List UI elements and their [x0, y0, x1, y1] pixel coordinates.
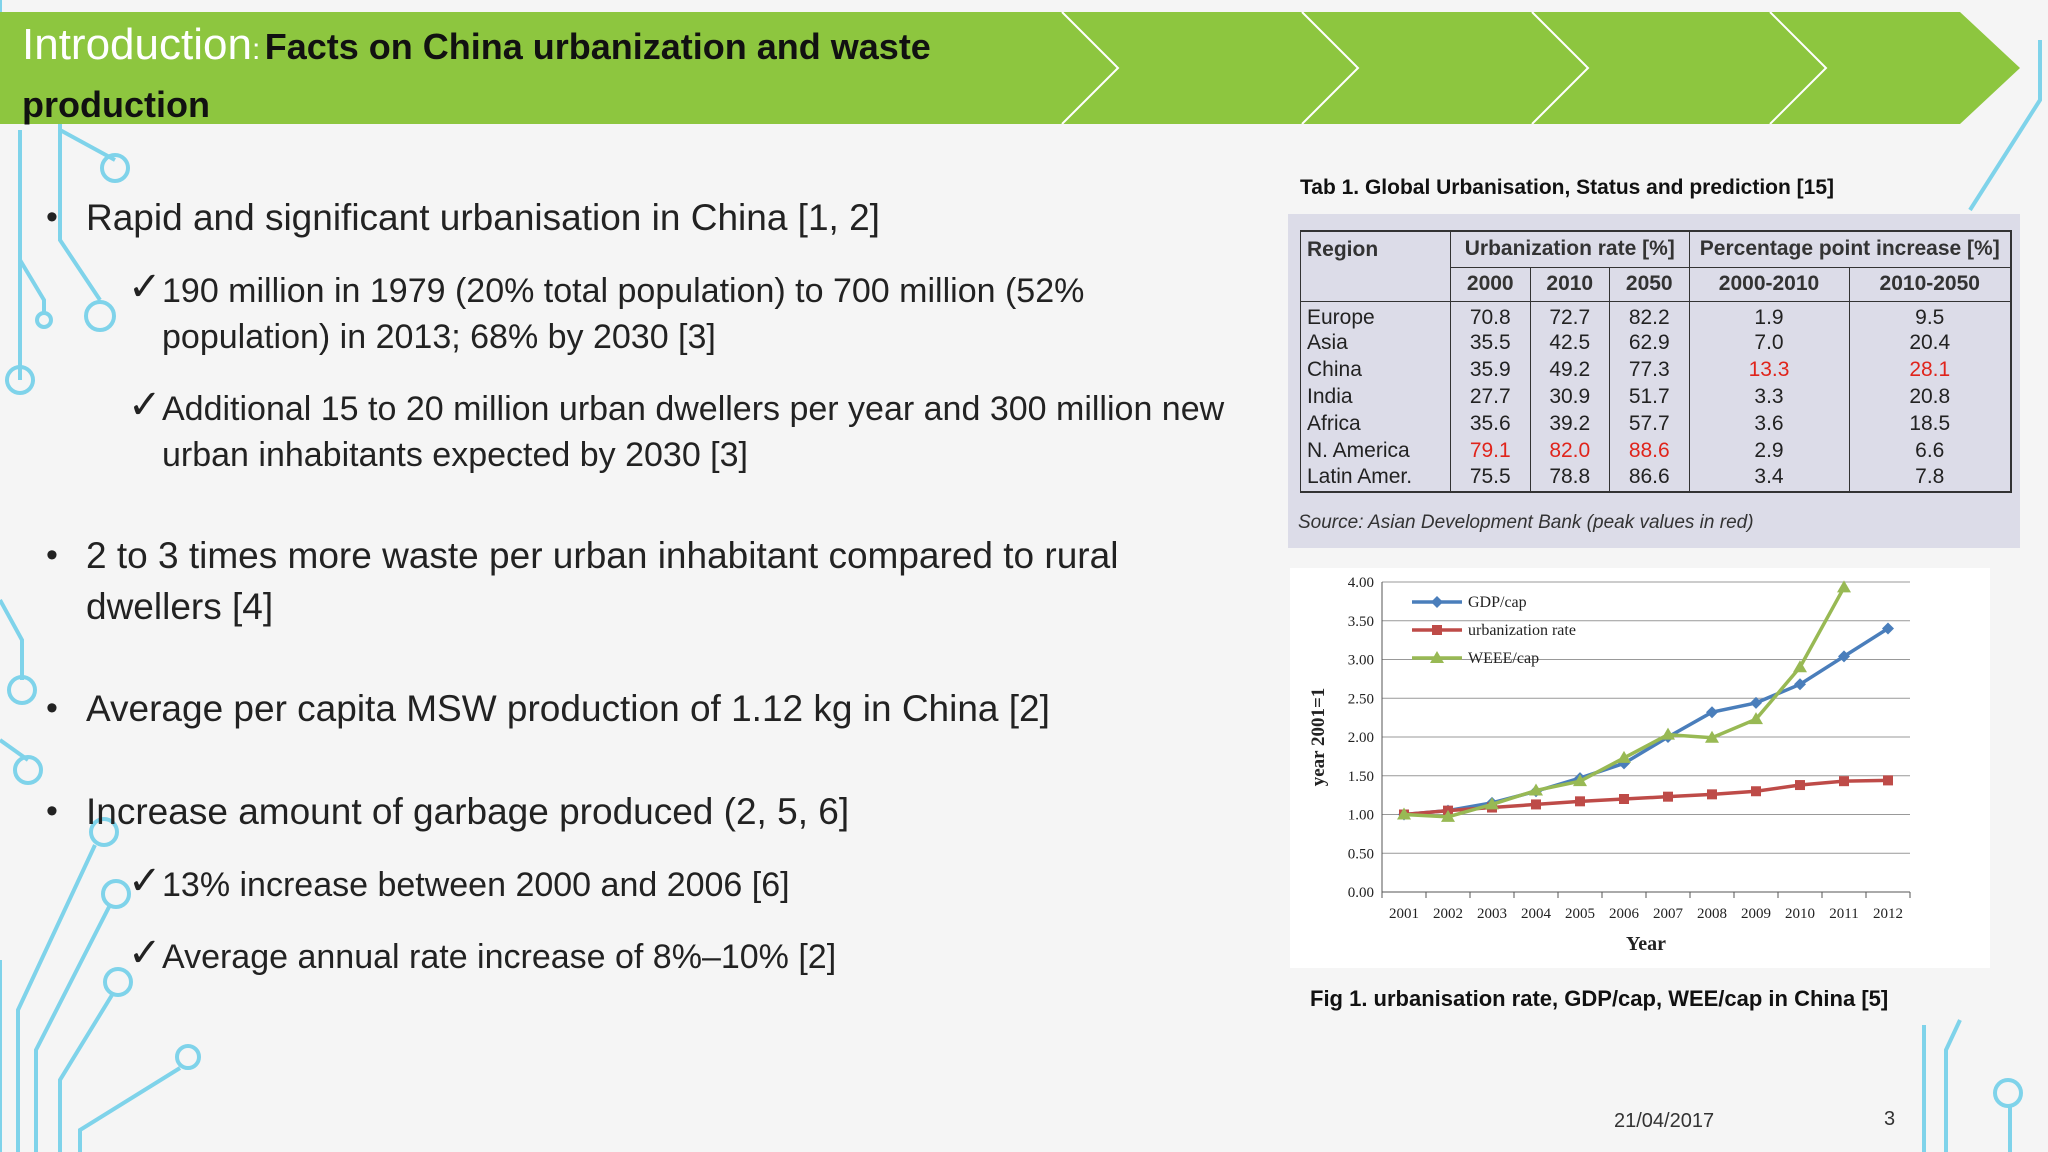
bullet-text: Average per capita MSW production of 1.12 kg in China [2] — [86, 688, 1050, 729]
bullet-dot: • — [46, 689, 58, 727]
header-urbanization-rate: Urbanization rate [%] — [1451, 231, 1690, 267]
bullet-dot: • — [46, 198, 58, 236]
subheader-2010-2050: 2010-2050 — [1849, 267, 2011, 301]
sub-bullet-text: 13% increase between 2000 and 2006 [6] — [162, 866, 790, 904]
cell-value: 28.1 — [1849, 357, 2011, 384]
x-tick-label: 2010 — [1785, 906, 1815, 922]
cell-value: 51.7 — [1610, 384, 1690, 411]
cell-value: 82.2 — [1610, 301, 1690, 330]
cell-value: 2.9 — [1689, 438, 1849, 465]
cell-value: 57.7 — [1610, 411, 1690, 438]
point — [1707, 789, 1717, 799]
y-tick-label: 2.50 — [1347, 691, 1374, 708]
cell-value: 9.5 — [1849, 301, 2011, 330]
check-icon: ✓ — [128, 859, 162, 903]
point — [1531, 799, 1541, 809]
cell-region: China — [1301, 357, 1451, 384]
banner-title-line2: production — [22, 84, 210, 125]
cell-value: 49.2 — [1530, 357, 1610, 384]
subheader-2000-2010: 2000-2010 — [1689, 267, 1849, 301]
subheader-2000: 2000 — [1451, 267, 1531, 301]
x-tick-label: 2012 — [1873, 906, 1903, 922]
banner-colon: : — [251, 33, 261, 66]
bullet-text: Rapid and significant urbanisation in China [1, 2] — [86, 197, 880, 238]
figure-caption: Fig 1. urbanisation rate, GDP/cap, WEE/cap in China [5] — [1310, 986, 1889, 1011]
table-row — [1301, 330, 2012, 357]
point — [1431, 596, 1443, 608]
y-tick-label: 0.00 — [1347, 885, 1374, 901]
check-icon: ✓ — [128, 265, 162, 309]
cell-value: 82.0 — [1530, 438, 1610, 465]
cell-value: 35.6 — [1451, 411, 1531, 438]
banner-intro: Introduction — [22, 20, 252, 69]
banner-title-line1: Facts on China urbanization and waste — [264, 26, 931, 67]
cell-value: 6.6 — [1849, 438, 2011, 465]
sub-bullet-text: Average annual rate increase of 8%–10% [2] — [162, 938, 837, 976]
cell-value: 3.4 — [1689, 465, 1849, 492]
x-tick-label: 2011 — [1829, 906, 1859, 922]
table-row — [1301, 301, 2012, 330]
cell-region: Asia — [1301, 330, 1451, 357]
subheader-2010: 2010 — [1530, 267, 1610, 301]
bullet-text-line2: dwellers [4] — [86, 586, 274, 627]
point — [1663, 792, 1673, 802]
cell-value: 77.3 — [1610, 357, 1690, 384]
point — [1619, 794, 1629, 804]
urbanisation-table — [1300, 230, 2012, 493]
x-tick-label: 2009 — [1741, 906, 1771, 922]
cell-value: 7.0 — [1689, 330, 1849, 357]
cell-value: 42.5 — [1530, 330, 1610, 357]
table-row — [1301, 411, 2012, 438]
cell-value: 30.9 — [1530, 384, 1610, 411]
bullet-dot: • — [46, 792, 58, 830]
point — [1883, 775, 1893, 785]
x-tick-label: 2006 — [1609, 906, 1639, 922]
point — [1795, 780, 1805, 790]
y-tick-label: 0.50 — [1347, 846, 1374, 863]
cell-value: 27.7 — [1451, 384, 1531, 411]
cell-region: Europe — [1301, 301, 1451, 330]
title-banner — [0, 12, 2048, 124]
x-tick-label: 2001 — [1389, 906, 1419, 922]
y-tick-label: 2.00 — [1347, 730, 1374, 746]
banner-title — [22, 20, 1102, 138]
cell-value: 86.6 — [1610, 465, 1690, 492]
cell-value: 70.8 — [1451, 301, 1531, 330]
table-caption: Tab 1. Global Urbanisation, Status and prediction [15] — [1300, 176, 1835, 199]
legend-label: urbanization rate — [1468, 622, 1576, 639]
y-tick-label: 4.00 — [1347, 575, 1374, 591]
table-row — [1301, 438, 2012, 465]
x-tick-label: 2003 — [1477, 906, 1507, 922]
urbanisation-table-panel — [1288, 214, 2020, 548]
table-body — [1301, 301, 2012, 492]
cell-value: 78.8 — [1530, 465, 1610, 492]
chart-panel — [1290, 568, 1990, 968]
sub-bullet-text-line2: urban inhabitants expected by 2030 [3] — [162, 436, 748, 474]
point — [1751, 786, 1761, 796]
cell-value: 7.8 — [1849, 465, 2011, 492]
table-row — [1301, 465, 2012, 492]
bullet-dot: • — [46, 536, 58, 574]
cell-value: 75.5 — [1451, 465, 1531, 492]
cell-value: 72.7 — [1530, 301, 1610, 330]
legend-label: WEEE/cap — [1468, 650, 1540, 667]
line-chart — [1290, 568, 1990, 968]
y-tick-label: 3.00 — [1347, 652, 1374, 669]
cell-value: 1.9 — [1689, 301, 1849, 330]
cell-region: N. America — [1301, 438, 1451, 465]
header-region: Region — [1301, 231, 1451, 301]
cell-value: 3.6 — [1689, 411, 1849, 438]
x-tick-label: 2007 — [1653, 906, 1683, 922]
header-percentage-point: Percentage point increase [%] — [1689, 231, 2011, 267]
cell-region: Africa — [1301, 411, 1451, 438]
cell-value: 35.5 — [1451, 330, 1531, 357]
x-tick-label: 2005 — [1565, 906, 1595, 922]
cell-value: 3.3 — [1689, 384, 1849, 411]
table-source: Source: Asian Development Bank (peak values in red) — [1298, 512, 1754, 533]
cell-value: 35.9 — [1451, 357, 1531, 384]
footer-date: 21/04/2017 — [1614, 1110, 1715, 1132]
subheader-2050: 2050 — [1610, 267, 1690, 301]
sub-bullet-text-line2: population) in 2013; 68% by 2030 [3] — [162, 318, 716, 356]
page-number: 3 — [1884, 1108, 1896, 1130]
y-tick-label: 1.00 — [1347, 807, 1374, 824]
table-row — [1301, 357, 2012, 384]
cell-region: Latin Amer. — [1301, 465, 1451, 492]
cell-value: 18.5 — [1849, 411, 2011, 438]
check-icon: ✓ — [128, 931, 162, 975]
cell-region: India — [1301, 384, 1451, 411]
y-tick-label: 3.50 — [1347, 613, 1374, 630]
point — [1432, 625, 1442, 635]
point — [1839, 776, 1849, 786]
legend-label: GDP/cap — [1468, 594, 1527, 611]
cell-value: 79.1 — [1451, 438, 1531, 465]
cell-value: 20.8 — [1849, 384, 2011, 411]
x-axis-label: Year — [1626, 933, 1666, 955]
bullet-text: Increase amount of garbage produced (2, 5, 6] — [86, 791, 850, 832]
table-row — [1301, 384, 2012, 411]
y-tick-label: 1.50 — [1347, 768, 1374, 785]
sub-bullet-text-line1: 190 million in 1979 (20% total population) to 700 million (52% — [162, 272, 1085, 310]
point — [1575, 796, 1585, 806]
cell-value: 13.3 — [1689, 357, 1849, 384]
x-tick-label: 2002 — [1433, 906, 1463, 922]
x-tick-label: 2004 — [1521, 906, 1551, 922]
check-icon: ✓ — [128, 383, 162, 427]
sub-bullet-text-line1: Additional 15 to 20 million urban dwellers per year and 300 million new — [162, 390, 1225, 428]
cell-value: 20.4 — [1849, 330, 2011, 357]
cell-value: 88.6 — [1610, 438, 1690, 465]
bullet-text-line1: 2 to 3 times more waste per urban inhabitant compared to rural — [86, 535, 1119, 576]
point — [1793, 660, 1807, 672]
cell-value: 62.9 — [1610, 330, 1690, 357]
cell-value: 39.2 — [1530, 411, 1610, 438]
x-tick-label: 2008 — [1697, 906, 1727, 922]
y-axis-label: year 2001=1 — [1308, 687, 1329, 787]
